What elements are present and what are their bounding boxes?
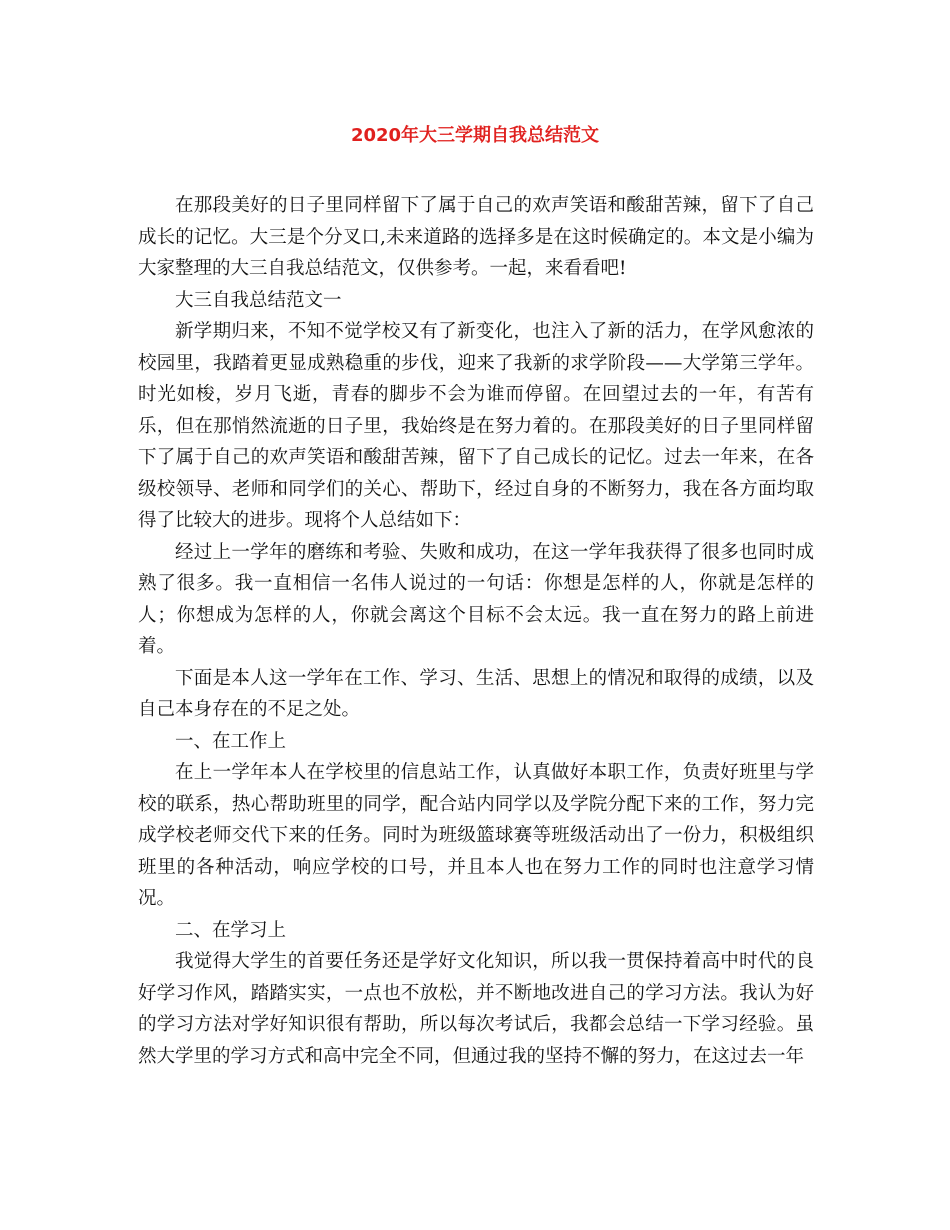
section-heading-sample-one: 大三自我总结范文一	[175, 289, 342, 311]
section-heading-work: 一、在工作上	[175, 730, 287, 752]
paragraph-work: 在上一学年本人在学校里的信息站工作，认真做好本职工作，负责好班里与学校的联系，热心帮助班里的同学，配合站内同学以及学院分配下来的工作，努力完成学校老师交代下来的任务。同时为班级篮球赛等班级活动出了一份力，积极组织班里的各种活动，响应学校的口号，并且本人也在努力工作的同时也注意学习情况。	[138, 762, 814, 909]
paragraph-overview: 下面是本人这一学年在工作、学习、生活、思想上的情况和取得的成绩，以及自己本身存在的不足之处。	[138, 667, 814, 720]
paragraph-study: 我觉得大学生的首要任务还是学好文化知识，所以我一贯保持着高中时代的良好学习作风，踏踏实实，一点也不放松，并不断地改进自己的学习方法。我认为好的学习方法对学好知识很有帮助，所以每次考试后，我都会总结一下学习经验。虽然大学里的学习方式和高中完全不同，但通过我的坚持不懈的努力，在这过去一年	[138, 951, 814, 1067]
section-heading-study: 二、在学习上	[175, 919, 287, 941]
document-title: 2020年大三学期自我总结范文	[350, 125, 600, 146]
paragraph-new-semester: 新学期归来，不知不觉学校又有了新变化，也注入了新的活力，在学风愈浓的校园里，我踏着更显成熟稳重的步伐，迎来了我新的求学阶段——大学第三学年。时光如梭，岁月飞逝，青春的脚步不会为谁而停留。在回望过去的一年，有苦有乐，但在那悄然流逝的日子里，我始终是在努力着的。在那段美好的日子里同样留下了属于自己的欢声笑语和酸甜苦辣，留下了自己成长的记忆。过去一年来，在各级校领导、老师和同学们的关心、帮助下，经过自身的不断努力，我在各方面均取得了比较大的进步。现将个人总结如下：	[138, 321, 814, 531]
document-body	[138, 190, 814, 1072]
paragraph-experience: 经过上一学年的磨练和考验、失败和成功，在这一学年我获得了很多也同时成熟了很多。我一直相信一名伟人说过的一句话：你想是怎样的人，你就是怎样的人；你想成为怎样的人，你就会离这个目标不会太远。我一直在努力的路上前进着。	[138, 541, 814, 657]
paragraph-intro: 在那段美好的日子里同样留下了属于自己的欢声笑语和酸甜苦辣，留下了自己成长的记忆。大三是个分叉口,未来道路的选择多是在这时候确定的。本文是小编为大家整理的大三自我总结范文，仅供参考。一起，来看看吧!	[138, 195, 814, 279]
